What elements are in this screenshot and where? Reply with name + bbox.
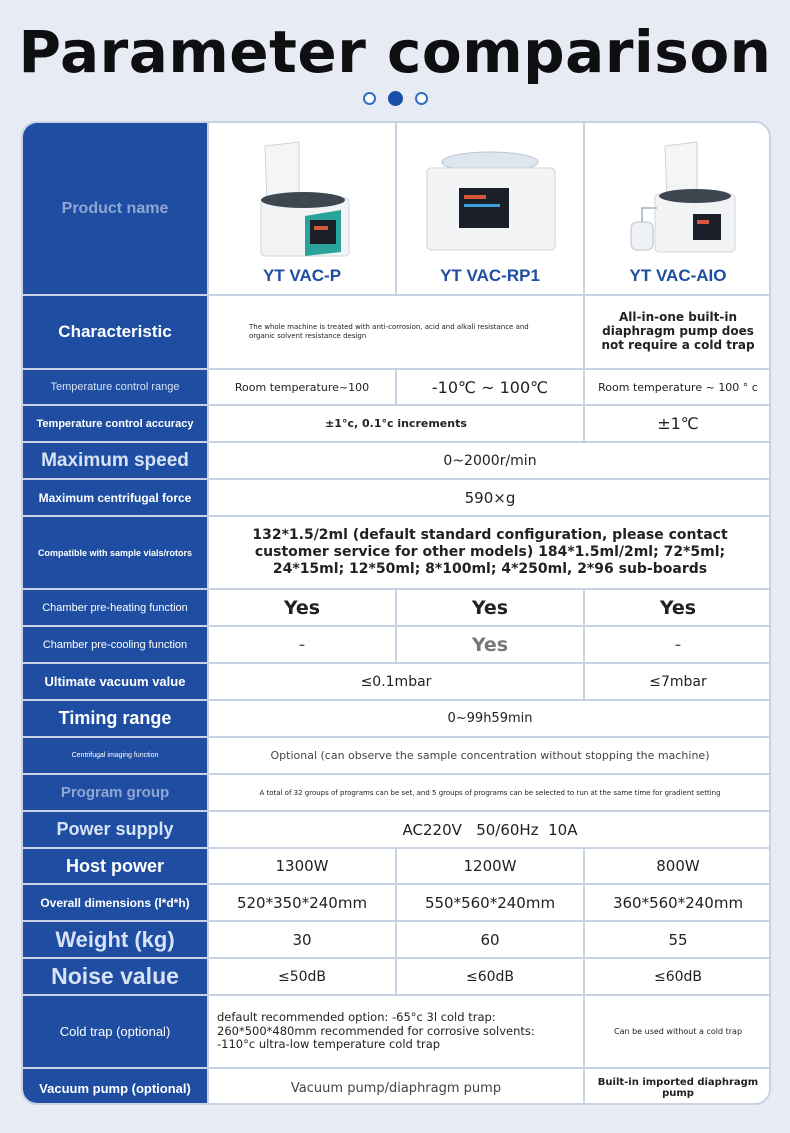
weight-rp1: 60: [397, 922, 585, 957]
characteristic-p-rp1: The whole machine is treated with anti-corrosion, acid and alkali resistance and organic solvent resistance design: [209, 296, 585, 368]
cold-trap-aio: Can be used without a cold trap: [613, 1026, 743, 1036]
preheat-aio: Yes: [659, 596, 697, 619]
product-image-vac-aio: [613, 140, 743, 260]
row-label-dimensions: Overall dimensions (l*d*h): [23, 885, 209, 920]
row-cold-trap: [23, 996, 771, 1069]
weight-aio: 55: [668, 930, 688, 949]
row-temp-accuracy: [23, 406, 771, 443]
host-power-p: 1300W: [209, 849, 397, 883]
page-title: Parameter comparison: [18, 18, 772, 86]
row-label-vac-pump: Vacuum pump (optional): [23, 1069, 209, 1105]
product-header-row: [23, 123, 771, 296]
temp-accuracy-p-rp1: ±1°c, 0.1°c increments: [209, 406, 585, 441]
row-label-compatible: Compatible with sample vials/rotors: [23, 517, 209, 588]
row-vacuum: [23, 664, 771, 701]
precool-p: -: [209, 627, 397, 662]
row-imaging: [23, 738, 771, 775]
temp-accuracy-aio: ±1℃: [657, 414, 699, 433]
host-power-aio: 800W: [656, 857, 700, 875]
row-label-max-force: Maximum centrifugal force: [23, 480, 209, 515]
row-label-timing: Timing range: [23, 701, 209, 736]
row-program: [23, 775, 771, 812]
noise-rp1: ≤60dB: [397, 959, 585, 994]
power-supply-value: AC220V 50/60Hz 10A: [402, 820, 578, 839]
row-label-noise: Noise value: [23, 959, 209, 994]
row-noise: [23, 959, 771, 996]
product-cell-p: [209, 123, 397, 294]
weight-p: 30: [209, 922, 397, 957]
preheat-rp1: Yes: [397, 590, 585, 625]
row-weight: [23, 922, 771, 959]
row-label-cold-trap: Cold trap (optional): [23, 996, 209, 1067]
row-temp-range: [23, 370, 771, 406]
row-power-supply: [23, 812, 771, 849]
max-speed-value: 0~2000r/min: [443, 452, 537, 469]
temp-range-aio: Room temperature ~ 100 ° c: [598, 380, 758, 394]
product-name-vac-aio: YT VAC-AIO: [629, 266, 727, 285]
host-power-rp1: 1200W: [397, 849, 585, 883]
vac-pump-aio: Built-in imported diaphragm pump: [597, 1077, 759, 1099]
temp-range-rp1: -10℃ ~ 100℃: [397, 370, 585, 404]
noise-aio: ≤60dB: [653, 968, 703, 985]
row-label-max-speed: Maximum speed: [23, 443, 209, 478]
row-label-imaging: Centrifugal imaging function: [23, 738, 209, 773]
row-label-power-supply: Power supply: [23, 812, 209, 847]
carousel-dot[interactable]: [415, 92, 428, 105]
row-label-temp-accuracy: Temperature control accuracy: [23, 406, 209, 441]
vacuum-aio: ≤7mbar: [649, 673, 707, 690]
row-dimensions: [23, 885, 771, 922]
row-label-temp-range: Temperature control range: [23, 370, 209, 404]
row-label-characteristic: Characteristic: [23, 296, 209, 368]
row-label-precool: Chamber pre-cooling function: [23, 627, 209, 662]
row-label-program: Program group: [23, 775, 209, 810]
dimensions-rp1: 550*560*240mm: [397, 885, 585, 920]
precool-rp1: Yes: [397, 627, 585, 662]
row-preheat: [23, 590, 771, 627]
product-image-vac-p: [237, 140, 367, 260]
max-force-value: 590×g: [464, 488, 516, 507]
vacuum-p-rp1: ≤0.1mbar: [209, 664, 585, 699]
row-precool: [23, 627, 771, 664]
noise-p: ≤50dB: [209, 959, 397, 994]
dimensions-aio: 360*560*240mm: [612, 893, 744, 912]
dimensions-p: 520*350*240mm: [209, 885, 397, 920]
preheat-p: Yes: [209, 590, 397, 625]
product-name-vac-rp1: YT VAC-RP1: [440, 266, 540, 285]
row-label-product-name: Product name: [23, 123, 209, 294]
row-max-speed: [23, 443, 771, 480]
carousel-indicator: [0, 92, 790, 106]
timing-value: 0~99h59min: [447, 711, 533, 726]
product-cell-rp1: [397, 123, 585, 294]
carousel-dot-active[interactable]: [388, 91, 403, 106]
program-value: A total of 32 groups of programs can be set, and 5 groups of programs can be selected to run at the same time for gradient setting: [259, 788, 721, 797]
row-label-vacuum: Ultimate vacuum value: [23, 664, 209, 699]
product-cell-aio: [585, 123, 771, 294]
row-characteristic: [23, 296, 771, 370]
comparison-table: [21, 121, 771, 1105]
imaging-value: Optional (can observe the sample concentration without stopping the machine): [270, 749, 710, 762]
row-label-preheat: Chamber pre-heating function: [23, 590, 209, 625]
row-vac-pump: [23, 1069, 771, 1105]
row-host-power: [23, 849, 771, 885]
row-label-weight: Weight (kg): [23, 922, 209, 957]
precool-aio: -: [674, 634, 682, 655]
product-name-vac-p: YT VAC-P: [262, 266, 342, 285]
temp-range-p: Room temperature~100: [209, 370, 397, 404]
row-max-force: [23, 480, 771, 517]
compatible-value: 132*1.5/2ml (default standard configuration, please contact customer service for other models) 184*1.5ml/2ml; 72*5ml; 24*15ml; 12*50ml; 8*100ml; 4*250ml, 2*96 sub-boards: [252, 527, 728, 577]
row-label-host-power: Host power: [23, 849, 209, 883]
row-timing: [23, 701, 771, 738]
cold-trap-p-rp1: default recommended option: -65°c 3l cold trap: 260*500*480mm recommended for corrosive solvents: -110°c ultra-low temperature cold trap: [209, 996, 585, 1067]
row-compatible: [23, 517, 771, 590]
vac-pump-p-rp1: Vacuum pump/diaphragm pump: [209, 1069, 585, 1105]
carousel-dot[interactable]: [363, 92, 376, 105]
characteristic-aio: All-in-one built-in diaphragm pump does not require a cold trap: [601, 310, 755, 352]
product-image-vac-rp1: [415, 140, 565, 260]
